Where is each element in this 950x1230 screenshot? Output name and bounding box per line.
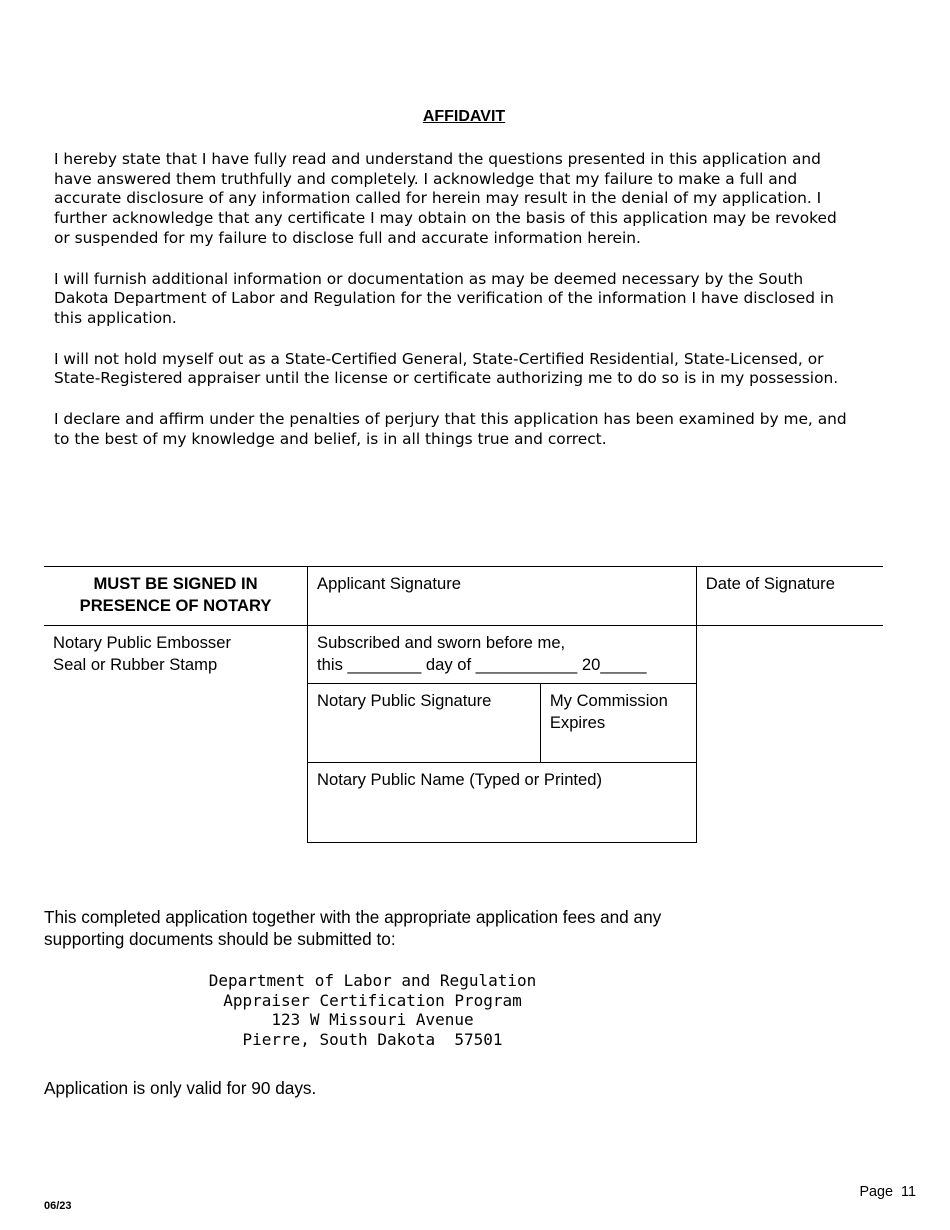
- subscribed-line2: this ________ day of ___________ 20_____: [317, 654, 647, 674]
- page-number: Page 11: [859, 1184, 916, 1200]
- seal-line2: Seal or Rubber Stamp: [53, 654, 218, 674]
- subscribed-sworn-field[interactable]: [308, 626, 697, 684]
- submit-line2: supporting documents should be submitted to:: [44, 928, 396, 949]
- submit-line1: This completed application together with the appropriate application fees and any: [44, 907, 662, 927]
- applicant-signature-label: Applicant Signature: [317, 574, 461, 593]
- affidavit-paragraph-3: I will not hold myself out as a State-Certified General, State-Certified Residential, State-Licensed, or State-Registered appraiser until the license or certificate authorizing me to do so is in my possession.: [54, 349, 839, 388]
- commission-line2: Expires: [549, 712, 606, 732]
- blank-cell: [696, 626, 883, 843]
- address-line: Appraiser Certification Program: [223, 990, 522, 1010]
- affidavit-paragraph-1: I hereby state that I have fully read and understand the questions presented in this application and have answered them truthfully and completely. I acknowledge that my failure to make a full and accurate disclosure of any information called for herein may result in the denial of my application. I further acknowledge that any certificate I may obtain on the basis of this application may be revoked or suspended for my failure to disclose full and accurate information herein.: [54, 150, 837, 247]
- notary-table: [44, 566, 883, 843]
- commission-expires-field[interactable]: [540, 684, 696, 763]
- affidavit-paragraph-2: I will furnish additional information or documentation as may be deemed necessary by the South Dakota Department of Labor and Regulation for the verification of the information I have disclosed in this application.: [54, 269, 834, 327]
- submission-instructions: [44, 907, 764, 950]
- must-sign-line1: MUST BE SIGNED IN: [93, 574, 258, 593]
- must-sign-notice: [44, 567, 308, 626]
- notary-seal-area: [44, 626, 308, 843]
- notary-signature-label: Notary Public Signature: [317, 691, 492, 710]
- address-line: Department of Labor and Regulation: [208, 971, 537, 990]
- notary-signature-field[interactable]: [308, 684, 541, 763]
- seal-line1: Notary Public Embosser: [53, 633, 231, 652]
- mailing-address: [195, 971, 550, 1050]
- must-sign-line2: PRESENCE OF NOTARY: [79, 595, 272, 615]
- validity-notice: Application is only valid for 90 days.: [44, 1078, 317, 1098]
- affidavit-paragraph-4: I declare and affirm under the penalties of perjury that this application has been examined by me, and to the best of my knowledge and belief, is in all things true and correct.: [54, 410, 847, 448]
- applicant-signature-field[interactable]: [308, 567, 697, 626]
- commission-line1: My Commission: [549, 691, 668, 710]
- address-line: 123 W Missouri Avenue: [271, 1010, 474, 1030]
- page-title: AFFIDAVIT: [422, 108, 506, 125]
- address-line: Pierre, South Dakota 57501: [242, 1030, 503, 1050]
- affidavit-body: [54, 150, 854, 470]
- notary-name-label: Notary Public Name (Typed or Printed): [317, 770, 603, 789]
- revision-date: 06/23: [44, 1200, 72, 1212]
- date-of-signature-label: Date of Signature: [705, 574, 835, 593]
- date-of-signature-field[interactable]: [696, 567, 883, 626]
- notary-name-field[interactable]: [308, 763, 697, 843]
- subscribed-line1: Subscribed and sworn before me,: [317, 633, 566, 652]
